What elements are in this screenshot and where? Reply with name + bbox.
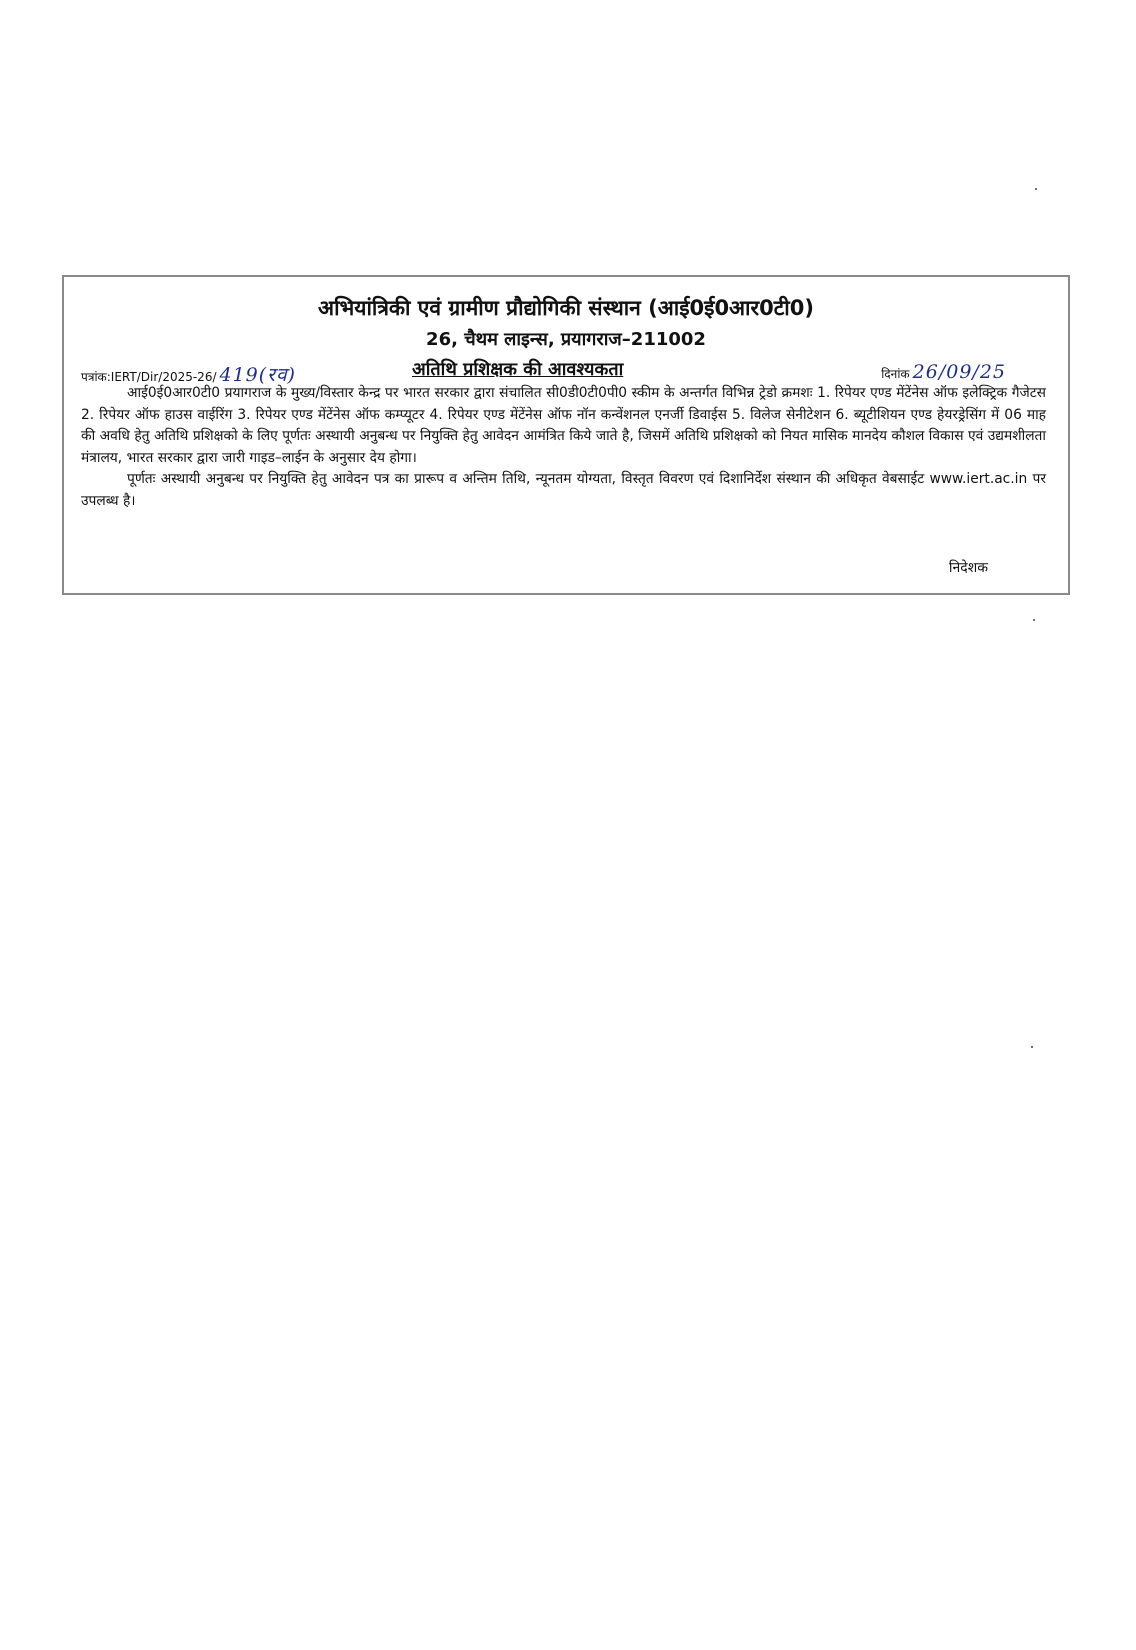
reference-label: पत्रांक:IERT/Dir/2025-26/ (81, 370, 217, 384)
date-label: दिनांक (881, 367, 910, 381)
notice-paragraph-2: पूर्णतः अस्थायी अनुबन्ध पर नियुक्ति हेतु आवेदन पत्र का प्रारूप व अन्तिम तिथि, न्यूनतम योग्यता, विस्तृत विवरण एवं दिशानिर्देश संस्थान की अधिकृत वेबसाईट www.iert.ac.in पर उपलब्ध है। (81, 471, 1046, 509)
reference-handwritten: 419(रव) (219, 364, 296, 386)
notice-date (881, 361, 1006, 383)
notice-box (62, 275, 1070, 595)
institute-address: 26, चैथम लाइन्स, प्रयागराज–211002 (426, 329, 706, 350)
scan-speck (1033, 619, 1035, 621)
date-handwritten: 26/09/25 (912, 361, 1006, 383)
signatory: निदेशक (948, 560, 988, 576)
scan-speck (1031, 1046, 1033, 1048)
institute-title: अभियांत्रिकी एवं ग्रामीण प्रौद्योगिकी संस्थान (आई0ई0आर0टी0) (318, 296, 814, 320)
reference-line (64, 357, 1068, 386)
notice-subject: अतिथि प्रशिक्षक की आवश्यकता (412, 359, 624, 380)
notice-body (81, 383, 1046, 512)
notice-paragraph-1: आई0ई0आर0टी0 प्रयागराज के मुख्य/विस्तार केन्द्र पर भारत सरकार द्वारा संचालित सी0डी0टी0पी0 स्कीम के अन्तर्गत विभिन्न ट्रेडो क्रमशः 1. रिपेयर एण्ड मेंटेंनेस ऑफ इलेक्ट्रिक गैजेटस 2. रिपेयर ऑफ हाउस वाईरिंग 3. रिपेयर एण्ड मेंटेंनेस ऑफ कम्प्यूटर 4. रिपेयर एण्ड मेंटेंनेस ऑफ नॉन कन्वेंशनल एनर्जी डिवाईस 5. विलेज सेनीटेशन 6. ब्यूटीशियन एण्ड हेयरड्रेसिंग में 06 माह की अवधि हेतु अतिथि प्रशिक्षको के लिए पूर्णतः अस्थायी अनुबन्ध पर नियुक्ति हेतु आवेदन आमंत्रित किये जाते है, जिसमें अतिथि प्रशिक्षको को नियत मासिक मानदेय कौशल विकास एवं उद्यमशीलता मंत्रालय, भारत सरकार द्वारा जारी गाइड–लाईन के अनुसार देय होगा। (81, 385, 1046, 466)
scan-speck (1035, 188, 1037, 190)
